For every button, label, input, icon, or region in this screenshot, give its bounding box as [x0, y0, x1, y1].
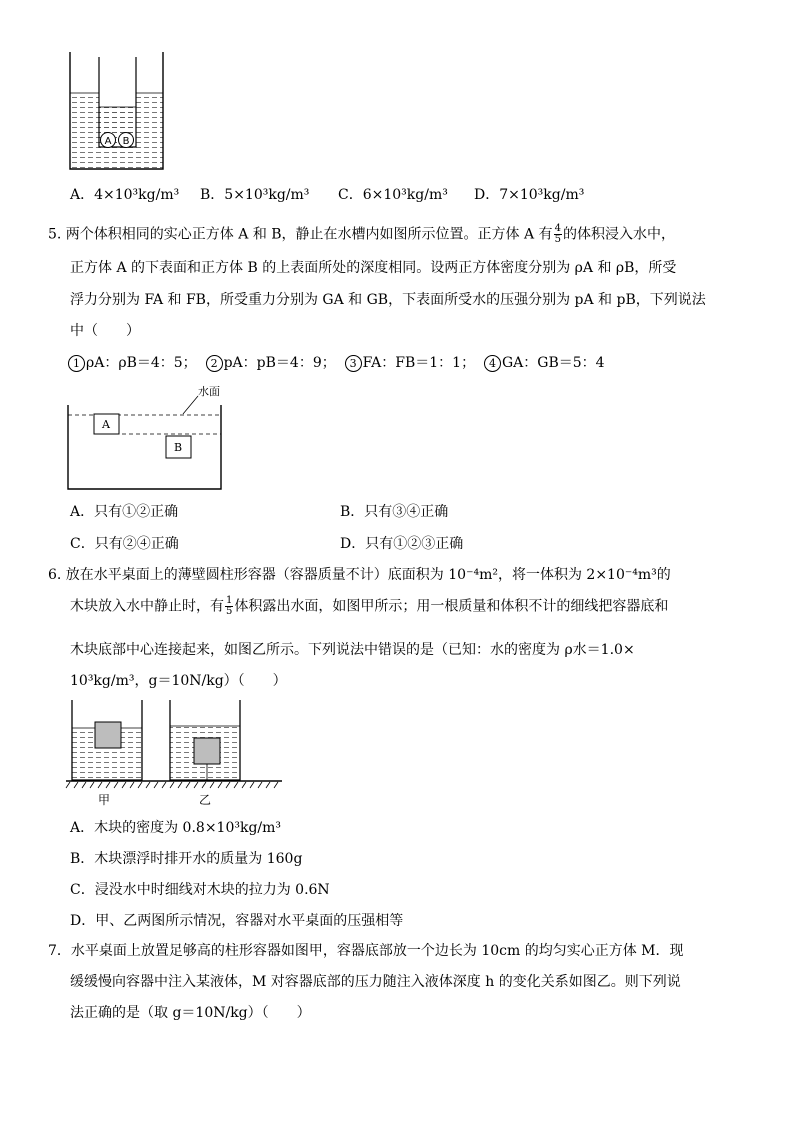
q4-option-b[interactable]: B．5×10³kg/m³ [200, 187, 310, 203]
q7-stem-line3: 法正确的是（取 g＝10N/kg）（ ） [70, 1005, 311, 1021]
q6-stem-line3: 木块底部中心连接起来，如图乙所示。下列说法中错误的是（已知：水的密度为 ρ水＝1.0× [70, 642, 635, 658]
q5-option-d[interactable]: D．只有①②③正确 [340, 536, 464, 552]
q4-figure [70, 52, 163, 169]
circled-number-4: 4 [484, 355, 501, 372]
q7-stem-line1: 7．水平桌面上放置足够高的柱形容器如图甲，容器底部放一个边长为 10cm 的均匀实心正方体 M．现 [48, 943, 684, 959]
q4-ball-a: A [104, 136, 112, 147]
q6-option-b[interactable]: B．木块漂浮时排开水的质量为 160g [70, 851, 303, 867]
q5-stem-line4: 中（ ） [70, 323, 140, 339]
q4-ball-b: B [122, 136, 130, 147]
q4-option-d[interactable]: D．7×10³kg/m³ [474, 187, 585, 203]
q5-fraction: $\frac{4}{5}$ [554, 223, 561, 245]
q5-stem-line3: 浮力分别为 FA 和 FB，所受重力分别为 GA 和 GB，下表面所受水的压强分别为 pA 和 pB，下列说法 [70, 292, 706, 308]
q7-stem-line2: 缓缓慢向容器中注入某液体，M 对容器底部的压力随注入液体深度 h 的变化关系如图乙。则下列说 [70, 974, 681, 990]
q6-option-d[interactable]: D．甲、乙两图所示情况，容器对水平桌面的压强相等 [70, 913, 404, 929]
q5-stem-line1: 5. 两个体积相同的实心正方体 A 和 B，静止在水槽内如图所示位置。正方体 A 有 $\frac{4}{5}$ 的体积浸入水中， [48, 223, 675, 245]
q6-fraction: $\frac{1}{5}$ [226, 595, 233, 617]
q5-option-c[interactable]: C．只有②④正确 [70, 536, 179, 552]
q5-water-label: 水面 [198, 385, 220, 398]
q6-figure [66, 700, 282, 807]
q4-option-a[interactable]: A．4×10³kg/m³ [70, 187, 180, 203]
q6-option-c[interactable]: C．浸没水中时细线对木块的拉力为 0.6N [70, 882, 330, 898]
q6-fig-jia: 甲 [97, 793, 111, 807]
q6-stem-line4: 10³kg/m³，g＝10N/kg）（ ） [70, 673, 287, 689]
q4-option-c[interactable]: C．6×10³kg/m³ [338, 187, 448, 203]
q6-stem-line1: 6. 放在水平桌面上的薄壁圆柱形容器（容器质量不计）底面积为 10⁻⁴m²，将一体积为 2×10⁻⁴m³的 [48, 567, 671, 583]
q5-option-b[interactable]: B．只有③④正确 [340, 504, 449, 520]
circled-number-3: 3 [345, 355, 362, 372]
q5-figure [68, 384, 221, 489]
q6-stem-line2: 木块放入水中静止时，有 $\frac{1}{5}$ 体积露出水面，如图甲所示；用一根质量和体积不计的细线把容器底和 [70, 595, 669, 617]
q5-box-a-label: A [102, 418, 110, 431]
q6-option-a[interactable]: A．木块的密度为 0.8×10³kg/m³ [70, 820, 282, 836]
q6-fig-yi: 乙 [198, 793, 212, 807]
q5-box-b-label: B [173, 441, 183, 454]
circled-number-2: 2 [206, 355, 223, 372]
q5-option-a[interactable]: A．只有①②正确 [70, 504, 179, 520]
circled-number-1: 1 [68, 355, 85, 372]
q5-statements: 1 ρA：ρB＝4：5； 2 pA：pB＝4：9； 3 FA：FB＝1：1； 4 GA：GB＝5：4 [68, 354, 605, 372]
q5-stem-line2: 正方体 A 的下表面和正方体 B 的上表面所处的深度相同。设两正方体密度分别为 ρA 和 ρB，所受 [70, 260, 677, 276]
